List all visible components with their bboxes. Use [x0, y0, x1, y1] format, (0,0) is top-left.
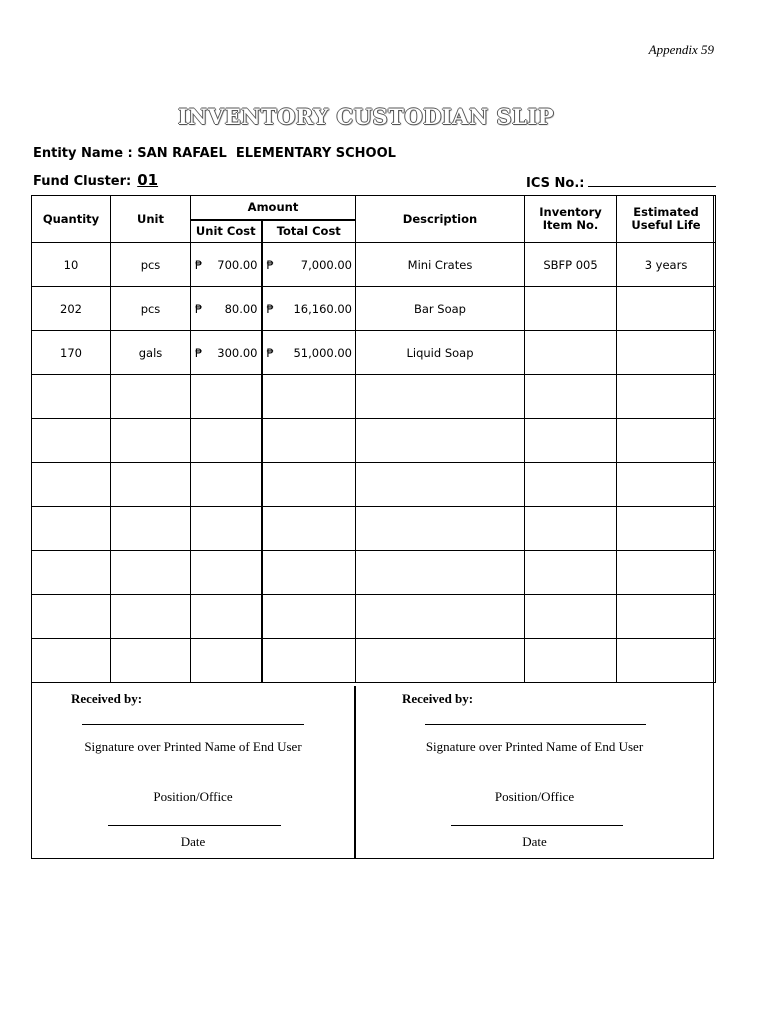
received-by-label: Received by: [71, 691, 143, 706]
fund-value: 01 [137, 171, 159, 189]
date-label: Date [522, 834, 547, 849]
amount-value: 300.00 [217, 345, 258, 360]
entity-label: Entity Name : [33, 146, 138, 161]
amount-value: 700.00 [217, 257, 258, 272]
form-title: INVENTORY CUSTODIAN SLIP [177, 104, 555, 129]
entity-value: SAN RAFAEL ELEMENTARY SCHOOL [137, 146, 396, 161]
fund-label: Fund Cluster: [33, 174, 132, 189]
date-line [451, 825, 623, 826]
entity-name [33, 146, 396, 161]
cell-useful-life: 3 years [617, 243, 716, 287]
signature-caption: Signature over Printed Name of End User [425, 739, 644, 754]
header-quantity: Quantity [32, 196, 111, 243]
header-unit-cost: Unit Cost [191, 220, 262, 243]
signature-caption: Signature over Printed Name of End User [84, 739, 302, 754]
currency-symbol: ₱ [195, 257, 203, 272]
appendix-label: Appendix 59 [648, 42, 714, 57]
received-by-label: Received by: [402, 691, 474, 706]
currency-symbol: ₱ [266, 257, 274, 272]
cell-item-no: SBFP 005 [525, 243, 617, 287]
signature-block-left [31, 686, 355, 859]
amount-value: 16,160.00 [293, 301, 352, 316]
cell-description: Bar Soap [356, 287, 525, 331]
currency-symbol: ₱ [195, 301, 203, 316]
header-useful-life: Estimated Useful Life [617, 196, 716, 243]
header-total-cost: Total Cost [262, 220, 356, 243]
cell-unit: pcs [111, 287, 191, 331]
cell-description: Liquid Soap [356, 331, 525, 375]
position-office-label: Position/Office [153, 789, 233, 804]
cell-quantity: 202 [32, 287, 111, 331]
fund-cluster [33, 171, 158, 189]
cell-description: Mini Crates [356, 243, 525, 287]
header-amount: Amount [191, 196, 356, 220]
signature-line [425, 724, 646, 725]
currency-symbol: ₱ [266, 345, 274, 360]
ics-blank-line [588, 172, 716, 187]
signature-block-right [355, 686, 714, 859]
currency-symbol: ₱ [195, 345, 203, 360]
ics-label: ICS No.: [526, 176, 585, 191]
amount-value: 7,000.00 [300, 257, 352, 272]
cell-quantity: 170 [32, 331, 111, 375]
cell-unit: pcs [111, 243, 191, 287]
amount-value: 51,000.00 [293, 345, 352, 360]
date-label: Date [180, 834, 206, 849]
header-description: Description [356, 196, 525, 243]
position-office-label: Position/Office [494, 789, 575, 804]
currency-symbol: ₱ [266, 301, 274, 316]
header-unit: Unit [111, 196, 191, 243]
signature-line [82, 724, 304, 725]
ics-number [526, 172, 716, 191]
header-item-no: Inventory Item No. [525, 196, 617, 243]
cell-quantity: 10 [32, 243, 111, 287]
cell-unit: gals [111, 331, 191, 375]
date-line [108, 825, 281, 826]
amount-value: 80.00 [224, 301, 258, 316]
